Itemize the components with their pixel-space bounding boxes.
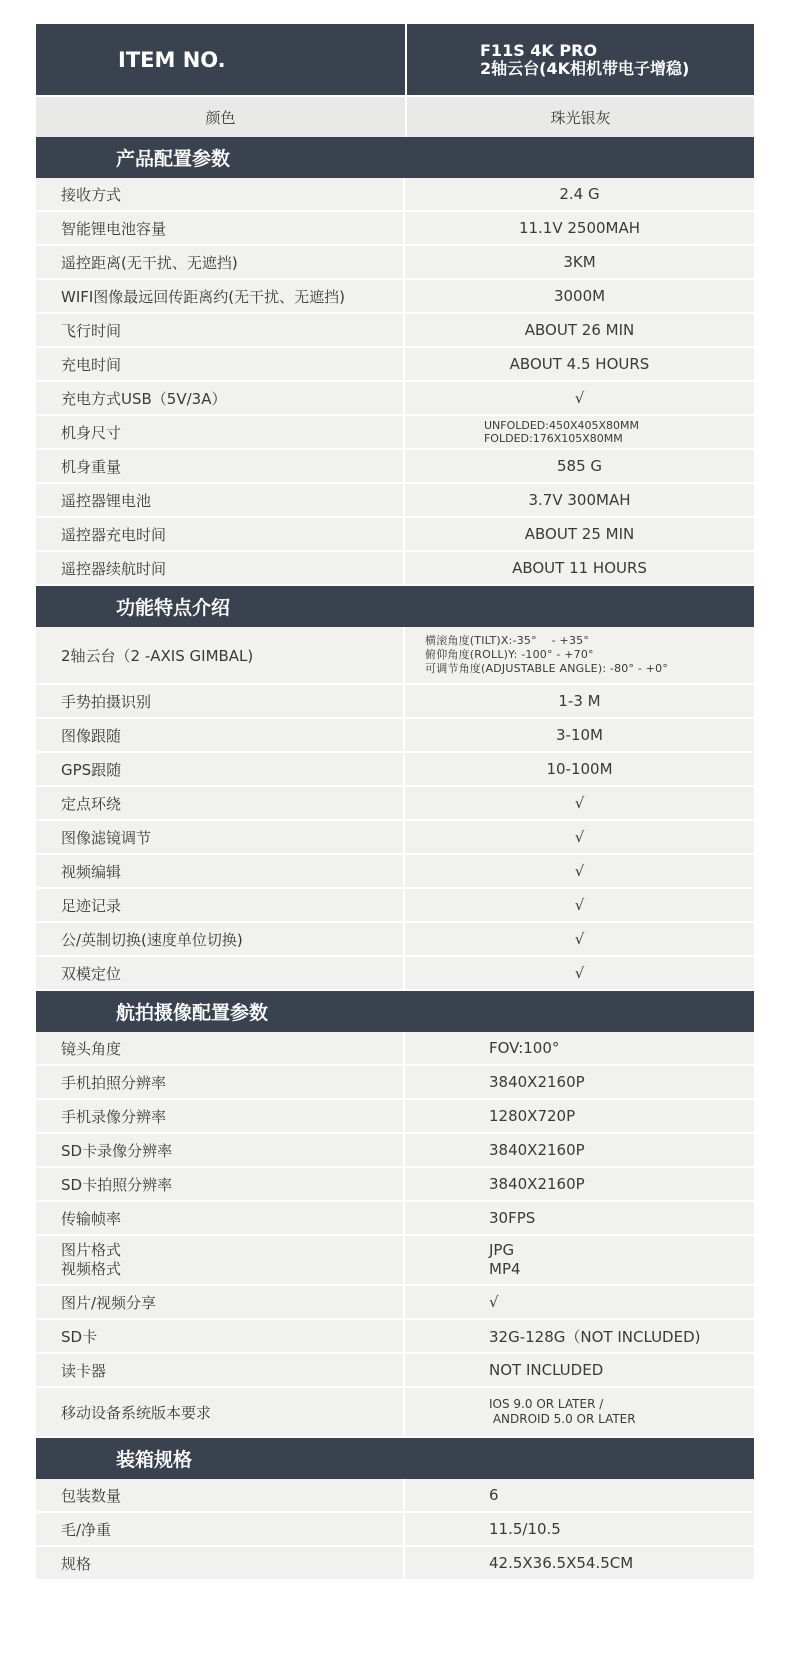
row-label: 公/英制切换(速度单位切换)	[36, 923, 405, 955]
config-table	[36, 178, 754, 586]
table-row	[36, 1168, 754, 1202]
row-value: √	[574, 964, 585, 982]
video-format-label: 视频格式	[61, 1260, 122, 1278]
table-row	[36, 685, 754, 719]
row-value: 2.4 G	[559, 185, 600, 203]
row-label: 包装数量	[36, 1479, 405, 1511]
os-android: ANDROID 5.0 OR LATER	[489, 1412, 636, 1426]
row-label	[36, 1236, 405, 1284]
row-value: 3840X2160P	[489, 1141, 585, 1159]
os-ios: IOS 9.0 OR LATER /	[489, 1397, 604, 1411]
row-label: 图片/视频分享	[36, 1286, 405, 1318]
row-value: √	[574, 794, 585, 812]
row-label: 读卡器	[36, 1354, 405, 1386]
table-row	[36, 280, 754, 314]
table-row	[36, 1032, 754, 1066]
spec-sheet	[36, 24, 754, 1581]
section-title-config: 产品配置参数	[36, 137, 754, 178]
row-label: 遥控器续航时间	[36, 552, 405, 584]
row-value: √	[574, 828, 585, 846]
row-value: NOT INCLUDED	[489, 1361, 604, 1379]
header-row	[36, 24, 754, 95]
table-row	[36, 1134, 754, 1168]
table-row	[36, 178, 754, 212]
row-value: ABOUT 4.5 HOURS	[509, 355, 650, 373]
row-value: 10-100M	[546, 760, 613, 778]
row-label: 手机拍照分辨率	[36, 1066, 405, 1098]
camera-table	[36, 1032, 754, 1438]
row-label: GPS跟随	[36, 753, 405, 785]
table-row	[36, 923, 754, 957]
row-label: SD卡拍照分辨率	[36, 1168, 405, 1200]
model-line-2: 2轴云台(4K相机带电子增稳)	[480, 58, 690, 78]
table-row	[36, 1479, 754, 1513]
row-label: 视频编辑	[36, 855, 405, 887]
row-label: WIFI图像最远回传距离约(无干扰、无遮挡)	[36, 280, 405, 312]
row-label: 规格	[36, 1547, 405, 1579]
row-value: FOV:100°	[489, 1039, 560, 1057]
table-row	[36, 1066, 754, 1100]
row-value: 11.1V 2500MAH	[518, 219, 641, 237]
table-row	[36, 1320, 754, 1354]
gimbal-adjustable: 可调节角度(ADJUSTABLE ANGLE): -80° - +0°	[425, 662, 669, 675]
row-value: 3.7V 300MAH	[528, 491, 631, 509]
table-row	[36, 348, 754, 382]
row-value: 30FPS	[489, 1209, 536, 1227]
row-value: 6	[489, 1486, 499, 1504]
row-value: 1-3 M	[558, 692, 601, 710]
row-value: 3000M	[553, 287, 606, 305]
table-row	[36, 821, 754, 855]
color-label: 颜色	[205, 108, 236, 127]
section-title-camera: 航拍摄像配置参数	[36, 991, 754, 1032]
row-label: 接收方式	[36, 178, 405, 210]
table-row	[36, 1547, 754, 1581]
image-format-value: JPG	[489, 1241, 515, 1259]
size-folded: FOLDED:176X105X80MM	[483, 432, 623, 445]
image-format-label: 图片格式	[61, 1241, 122, 1259]
row-value: √	[574, 389, 585, 407]
color-row	[36, 95, 754, 137]
table-row	[36, 1202, 754, 1236]
table-row	[36, 753, 754, 787]
row-value: 585 G	[556, 457, 603, 475]
table-row	[36, 382, 754, 416]
table-row-format	[36, 1236, 754, 1286]
row-label: 机身重量	[36, 450, 405, 482]
table-row	[36, 212, 754, 246]
size-unfolded: UNFOLDED:450X405X80MM	[483, 419, 640, 432]
table-row	[36, 1513, 754, 1547]
color-value: 珠光银灰	[405, 97, 754, 137]
row-label: 2轴云台（2 -AXIS GIMBAL)	[36, 627, 405, 683]
row-label: 遥控距离(无干扰、无遮挡)	[36, 246, 405, 278]
table-row	[36, 484, 754, 518]
table-row-gimbal	[36, 627, 754, 685]
table-row	[36, 314, 754, 348]
table-row	[36, 889, 754, 923]
table-row	[36, 855, 754, 889]
row-label: 充电方式USB（5V/3A）	[36, 382, 405, 414]
model-name	[405, 24, 754, 95]
table-row	[36, 957, 754, 991]
table-row	[36, 1100, 754, 1134]
row-label: 手机录像分辨率	[36, 1100, 405, 1132]
section-title-features: 功能特点介绍	[36, 586, 754, 627]
row-value: √	[574, 896, 585, 914]
row-value: ABOUT 25 MIN	[524, 525, 635, 543]
row-label: 遥控器充电时间	[36, 518, 405, 550]
row-label: 镜头角度	[36, 1032, 405, 1064]
row-label: 飞行时间	[36, 314, 405, 346]
gimbal-roll: 俯仰角度(ROLL)Y: -100° - +70°	[425, 648, 594, 661]
row-value	[405, 627, 754, 683]
row-label: 图像滤镜调节	[36, 821, 405, 853]
row-value	[405, 1236, 754, 1284]
row-label: 手势拍摄识别	[36, 685, 405, 717]
row-value: 42.5X36.5X54.5CM	[489, 1554, 634, 1572]
table-row	[36, 719, 754, 753]
features-table	[36, 627, 754, 991]
row-value: 3840X2160P	[489, 1175, 585, 1193]
row-value: √	[574, 930, 585, 948]
item-no-label: ITEM NO.	[118, 47, 226, 72]
table-row	[36, 1286, 754, 1320]
row-label: 图像跟随	[36, 719, 405, 751]
row-label: 双模定位	[36, 957, 405, 989]
row-label: 传输帧率	[36, 1202, 405, 1234]
table-row-os	[36, 1388, 754, 1438]
row-label: 定点环绕	[36, 787, 405, 819]
section-title-packing: 装箱规格	[36, 1438, 754, 1479]
table-row	[36, 246, 754, 280]
row-value: √	[574, 862, 585, 880]
table-row	[36, 416, 754, 450]
table-row	[36, 518, 754, 552]
video-format-value: MP4	[489, 1260, 521, 1278]
model-line-1: F11S 4K PRO	[480, 40, 598, 60]
table-row	[36, 450, 754, 484]
row-label: SD卡录像分辨率	[36, 1134, 405, 1166]
row-value	[405, 1388, 754, 1436]
row-value: √	[489, 1293, 499, 1311]
table-row	[36, 552, 754, 586]
row-label: 足迹记录	[36, 889, 405, 921]
row-label: 遥控器锂电池	[36, 484, 405, 516]
row-value	[405, 416, 754, 448]
row-value: 3840X2160P	[489, 1073, 585, 1091]
row-value: ABOUT 11 HOURS	[512, 559, 647, 577]
row-label: 智能锂电池容量	[36, 212, 405, 244]
row-label: 毛/净重	[36, 1513, 405, 1545]
row-label: 充电时间	[36, 348, 405, 380]
table-row	[36, 1354, 754, 1388]
table-row	[36, 787, 754, 821]
row-label: 机身尺寸	[36, 416, 405, 448]
row-value: 3-10M	[556, 726, 603, 744]
row-value: 3KM	[563, 253, 596, 271]
packing-table	[36, 1479, 754, 1581]
row-value: 1280X720P	[489, 1107, 576, 1125]
row-value: 32G-128G（NOT INCLUDED)	[489, 1327, 701, 1346]
row-value: ABOUT 26 MIN	[524, 321, 635, 339]
row-label: 移动设备系统版本要求	[36, 1388, 405, 1436]
gimbal-tilt: 横滚角度(TILT)X:-35° - +35°	[425, 634, 590, 647]
row-value: 11.5/10.5	[489, 1520, 561, 1538]
row-label: SD卡	[36, 1320, 405, 1352]
